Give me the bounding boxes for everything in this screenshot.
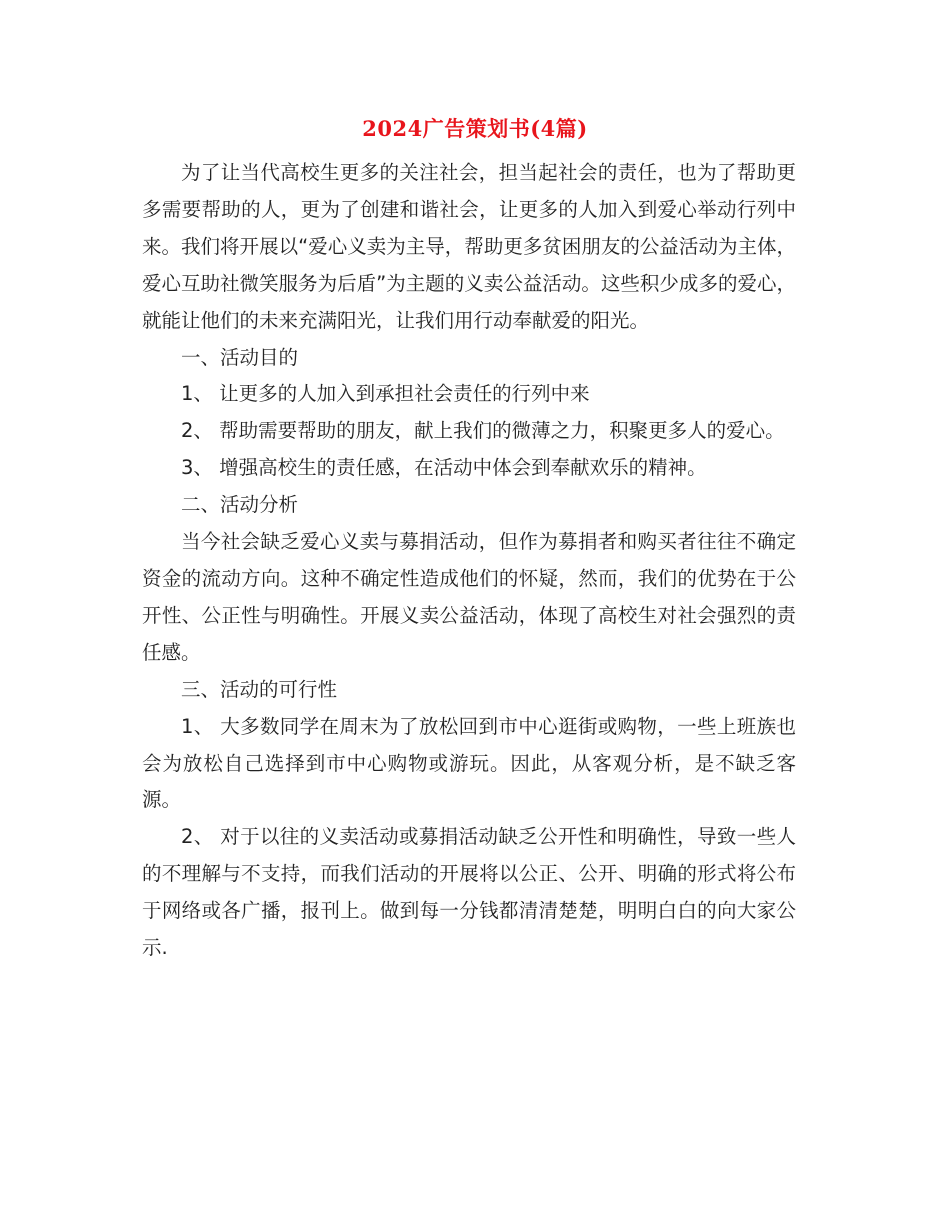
purpose-item-2: 2、 帮助需要帮助的朋友，献上我们的微薄之力，积聚更多人的爱心。 [181,419,785,443]
feasibility-item-1: 1、 大多数同学在周末为了放松回到市中心逛街或购物，一些上班族也会为放松自己选择到市中心购物或游玩。因此，从客观分析，是不缺乏客源。 [142,714,796,812]
purpose-item-1: 1、 让更多的人加入到承担社会责任的行列中来 [181,382,590,406]
document-body [142,155,796,967]
section-heading-feasibility: 三、活动的可行性 [181,677,338,701]
section-heading-analysis: 二、活动分析 [181,493,299,517]
section-heading-purpose: 一、活动目的 [181,345,299,369]
document-title: 2024广告策划书(4篇) [362,116,588,141]
intro-paragraph: 为了让当代高校生更多的关注社会，担当起社会的责任，也为了帮助更多需要帮助的人，更为了创建和谐社会，让更多的人加入到爱心举动行列中来。我们将开展以“爱心义卖为主导，帮助更多贫困朋友的公益活动为主体，爱心互助社微笑服务为后盾”为主题的义卖公益活动。这些积少成多的爱心，就能让他们的未来充满阳光，让我们用行动奉献爱的阳光。 [142,161,796,332]
feasibility-item-2: 2、 对于以往的义卖活动或募捐活动缺乏公开性和明确性，导致一些人的不理解与不支持，而我们活动的开展将以公正、公开、明确的形式将公布于网络或各广播，报刊上。做到每一分钱都清清楚楚，明明白白的向大家公示. [142,825,796,960]
purpose-item-3: 3、 增强高校生的责任感，在活动中体会到奉献欢乐的精神。 [181,456,707,480]
analysis-paragraph: 当今社会缺乏爱心义卖与募捐活动，但作为募捐者和购买者往往不确定资金的流动方向。这种不确定性造成他们的怀疑，然而，我们的优势在于公开性、公正性与明确性。开展义卖公益活动，体现了高校生对社会强烈的责任感。 [142,530,796,664]
